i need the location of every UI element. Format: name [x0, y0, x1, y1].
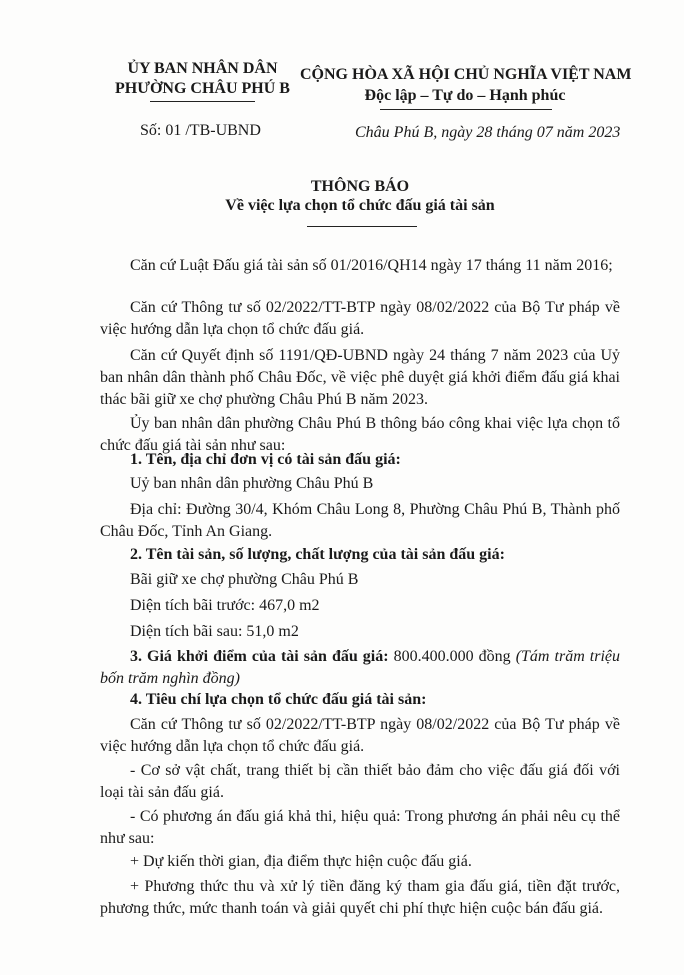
motto-underline: [380, 109, 552, 110]
section-4-plan-time-place: + Dự kiến thời gian, địa điểm thực hiện cuộc đấu giá.: [130, 853, 472, 870]
document-number: Số: 01 /TB-UBND: [140, 122, 261, 139]
paragraph-legal-basis-3: Căn cứ Quyết định số 1191/QĐ-UBND ngày 24 tháng 7 năm 2023 của Uỷ ban nhân dân thành phố Châu Đốc, về việc phê duyệt giá khởi điểm đấu giá khai thác bãi giữ xe chợ phường Châu Phú B năm 2023.: [100, 347, 620, 408]
section-4-criterion-plan: - Có phương án đấu giá khả thi, hiệu quả: Trong phương án phải nêu cụ thể như sau:: [100, 808, 620, 847]
document-title: THÔNG BÁO: [310, 178, 410, 195]
agency-underline: [150, 101, 255, 102]
paragraph-announcement: Ủy ban nhân dân phường Châu Phú B thông báo công khai việc lựa chọn tổ chức đấu giá tài sản như sau:: [100, 415, 620, 454]
national-title: CỘNG HÒA XÃ HỘI CHỦ NGHĨA VIỆT NAM: [300, 66, 632, 83]
place-date: Châu Phú B, ngày 28 tháng 07 năm 2023: [355, 124, 621, 141]
section-2-asset: Bãi giữ xe chợ phường Châu Phú B: [130, 571, 359, 588]
section-2-heading: 2. Tên tài sản, số lượng, chất lượng của tài sản đấu giá:: [130, 546, 505, 563]
section-4-plan-payment: + Phương thức thu và xử lý tiền đăng ký tham gia đấu giá, tiền đặt trước, phương thức, mức thanh toán và giải quyết chi phí thực hiện cuộc bán đấu giá.: [100, 878, 620, 917]
section-1-name: Uỷ ban nhân dân phường Châu Phú B: [130, 475, 374, 492]
agency-name-line1: ỦY BAN NHÂN DÂN: [127, 60, 278, 77]
section-4-basis: Căn cứ Thông tư số 02/2022/TT-BTP ngày 08/02/2022 của Bộ Tư pháp về việc hướng dẫn lựa chọn tổ chức đấu giá.: [100, 716, 620, 755]
section-3-starting-price: 3. Giá khởi điểm của tài sản đấu giá: 800.400.000 đồng (Tám trăm triệu bốn trăm nghìn đồng): [100, 648, 621, 687]
paragraph-legal-basis-2: Căn cứ Thông tư số 02/2022/TT-BTP ngày 08/02/2022 của Bộ Tư pháp về việc hướng dẫn lựa chọn tổ chức đấu giá.: [100, 299, 620, 338]
section-1-heading: 1. Tên, địa chỉ đơn vị có tài sản đấu giá:: [130, 451, 401, 468]
document-subject: Về việc lựa chọn tổ chức đấu giá tài sản: [225, 197, 495, 214]
national-motto: Độc lập – Tự do – Hạnh phúc: [364, 87, 566, 104]
title-underline: [307, 226, 417, 227]
section-2-front-area: Diện tích bãi trước: 467,0 m2: [130, 597, 320, 614]
section-4-heading: 4. Tiêu chí lựa chọn tổ chức đấu giá tài sản:: [130, 691, 427, 708]
section-4-criterion-facilities: - Cơ sở vật chất, trang thiết bị cần thiết bảo đảm cho việc đấu giá đối với loại tài sản đấu giá.: [100, 762, 620, 801]
agency-name-line2: PHƯỜNG CHÂU PHÚ B: [115, 80, 290, 97]
section-1-address: Địa chỉ: Đường 30/4, Khóm Châu Long 8, Phường Châu Phú B, Thành phố Châu Đốc, Tỉnh An Giang.: [100, 501, 620, 540]
paragraph-legal-basis-1: Căn cứ Luật Đấu giá tài sản số 01/2016/QH14 ngày 17 tháng 11 năm 2016;: [130, 257, 613, 274]
section-2-back-area: Diện tích bãi sau: 51,0 m2: [130, 623, 299, 640]
